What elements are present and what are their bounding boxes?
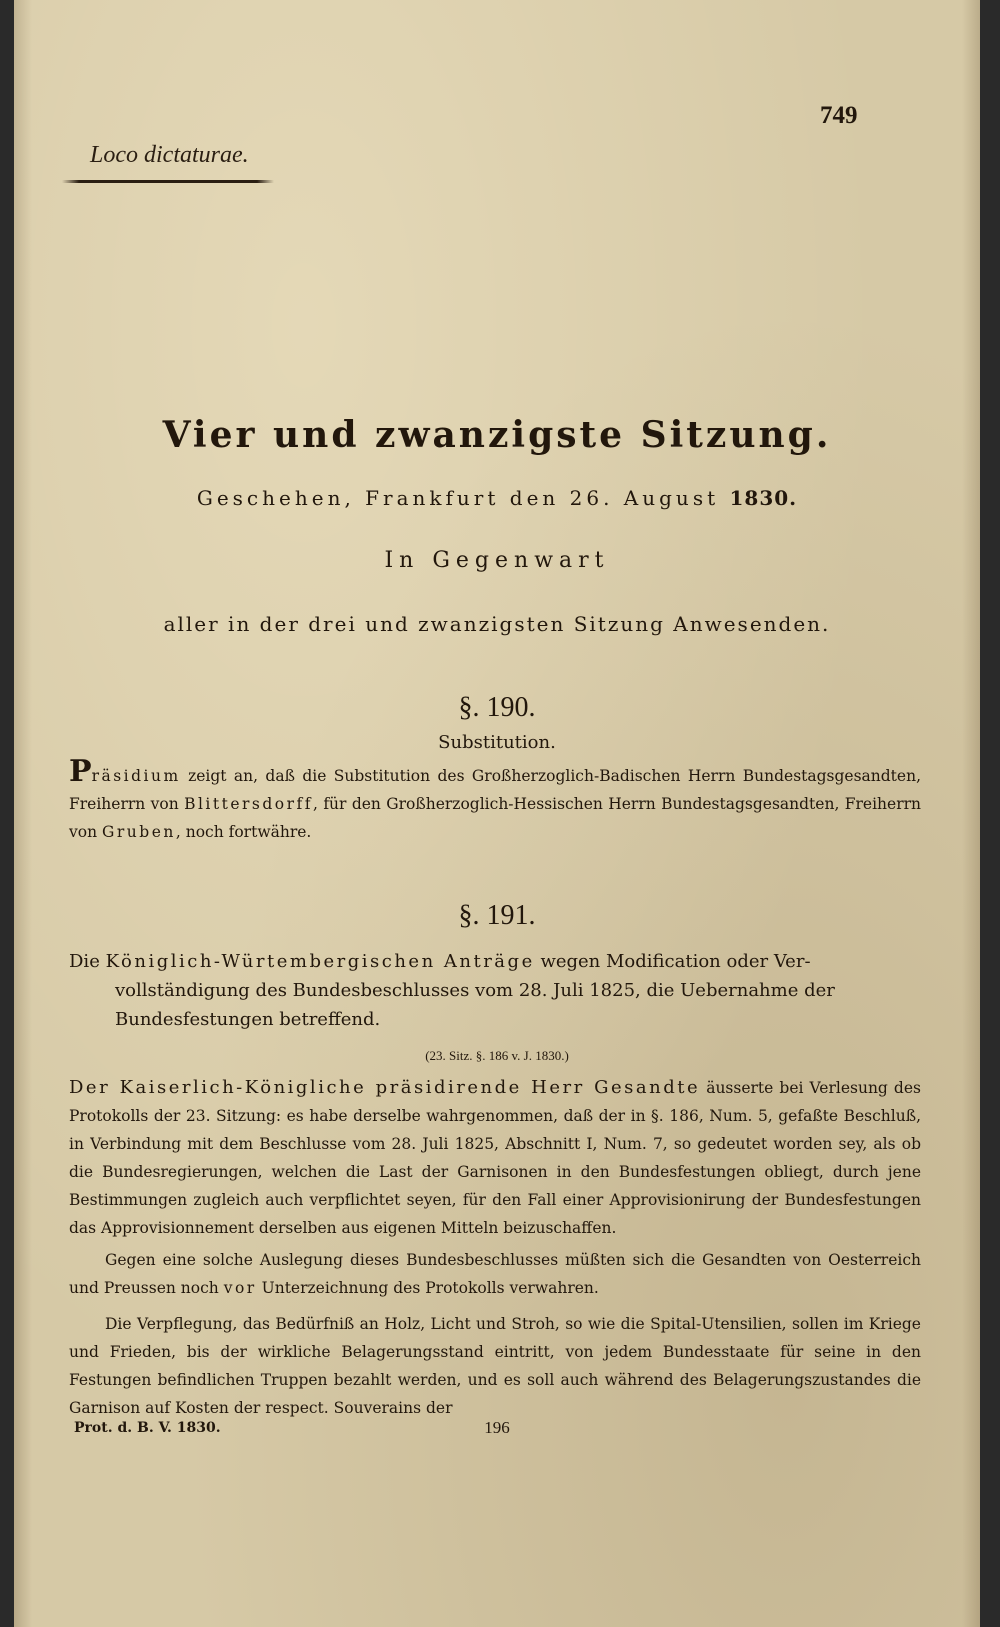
topic-continuation: vollständigung des Bundesbeschlusses vom 28. Juli 1825, die Uebernahme der Bundesfestungen betreffend. <box>115 980 835 1030</box>
loco-dictaturae-note: Loco dictaturae. <box>90 142 249 168</box>
paragraph-text: , noch fortwähre. <box>175 823 312 841</box>
scanned-page <box>14 0 980 1627</box>
date-year: 1830. <box>729 486 798 510</box>
paragraph-text: Gegen eine solche Auslegung dieses Bundesbeschlusses müßten sich die Gesandten von Oesterreich und Preussen noch <box>69 1251 921 1297</box>
praesidium-word: räsidium <box>91 767 181 785</box>
section-191-paragraph-3: Die Verpflegung, das Bedürfniß an Holz, Licht und Stroh, so wie die Spital-Utensilien, sollen im Kriege und Frieden, bis der wirkliche Belagerungsstand eintritt, von jedem Bundesstaate für seine in den Festungen befindlichen Truppen bezahlt werden, und es soll auch während des Belagerungszustandes die Garnison auf Kosten der respect. Souverains der <box>69 1315 921 1417</box>
paragraph-text: Unterzeichnung des Protokolls verwahren. <box>256 1279 599 1297</box>
session-title: Vier und zwanzigste Sitzung. <box>162 414 832 456</box>
topic-text: wegen Modification oder Ver- <box>534 951 811 972</box>
section-191-topic <box>69 947 921 1034</box>
presence-heading: In Gegenwart <box>384 548 610 573</box>
date-place: Geschehen, Frankfurt den 26. August <box>196 486 720 510</box>
person-name: Gruben <box>102 823 176 841</box>
paragraph-text: zeigt an, daß die Substitution des Großherzoglich-Badischen Herrn Bundestagsgesandten, Freiherrn von <box>69 767 921 813</box>
paragraph-text: äusserte bei Verlesung des Protokolls der 23. Sitzung: es habe derselbe wahrgenommen, daß der in §. 186, Num. 5, gefaßte Beschluß, in Verbindung mit dem Beschlusse vom 28. Juli 1825, Abschnitt I, Num. 7, so gedeutet worden sey, als ob die Bundesregierungen, welchen die Last der Garnisonen in den Bundesfestungen obliegt, durch jene Bestimmungen zugleich auch verpflichtet seyen, für den Fall einer Approvisionirung der Bundesfestungen das Approvisionnement derselben aus eigenen Mitteln beizuschaffen. <box>69 1079 921 1237</box>
attendees-line: aller in der drei und zwanzigsten Sitzung Anwesenden. <box>163 612 831 636</box>
person-name: Blittersdorff <box>184 795 314 813</box>
topic-text: Die <box>69 951 106 972</box>
section-190-number: §. 190. <box>458 692 536 723</box>
ornamental-rule <box>62 180 274 183</box>
section-191-paragraph-1 <box>69 1074 921 1242</box>
signature-mark: 196 <box>484 1418 510 1437</box>
section-190-title: Substitution. <box>438 732 556 753</box>
drop-cap: P <box>69 754 92 789</box>
section-190-paragraph <box>69 754 921 846</box>
cross-reference: (23. Sitz. §. 186 v. J. 1830.) <box>425 1048 569 1063</box>
envoy-title: Der Kaiserlich-Königliche präsidirende Herr Gesandte <box>69 1077 701 1098</box>
paragraph-text: , für den Großherzoglich-Hessischen Herrn Bundestagsgesandten, Freiherrn von <box>69 795 921 841</box>
emphasis-vor: vor <box>223 1279 257 1297</box>
topic-emphasis: Königlich-Würtembergischen Anträge <box>105 951 535 972</box>
section-191-number: §. 191. <box>458 900 536 931</box>
section-191-paragraph-2 <box>69 1246 921 1302</box>
footer-protocol-reference: Prot. d. B. V. 1830. <box>74 1420 221 1436</box>
date-line <box>14 486 980 510</box>
page-number: 749 <box>820 102 858 129</box>
